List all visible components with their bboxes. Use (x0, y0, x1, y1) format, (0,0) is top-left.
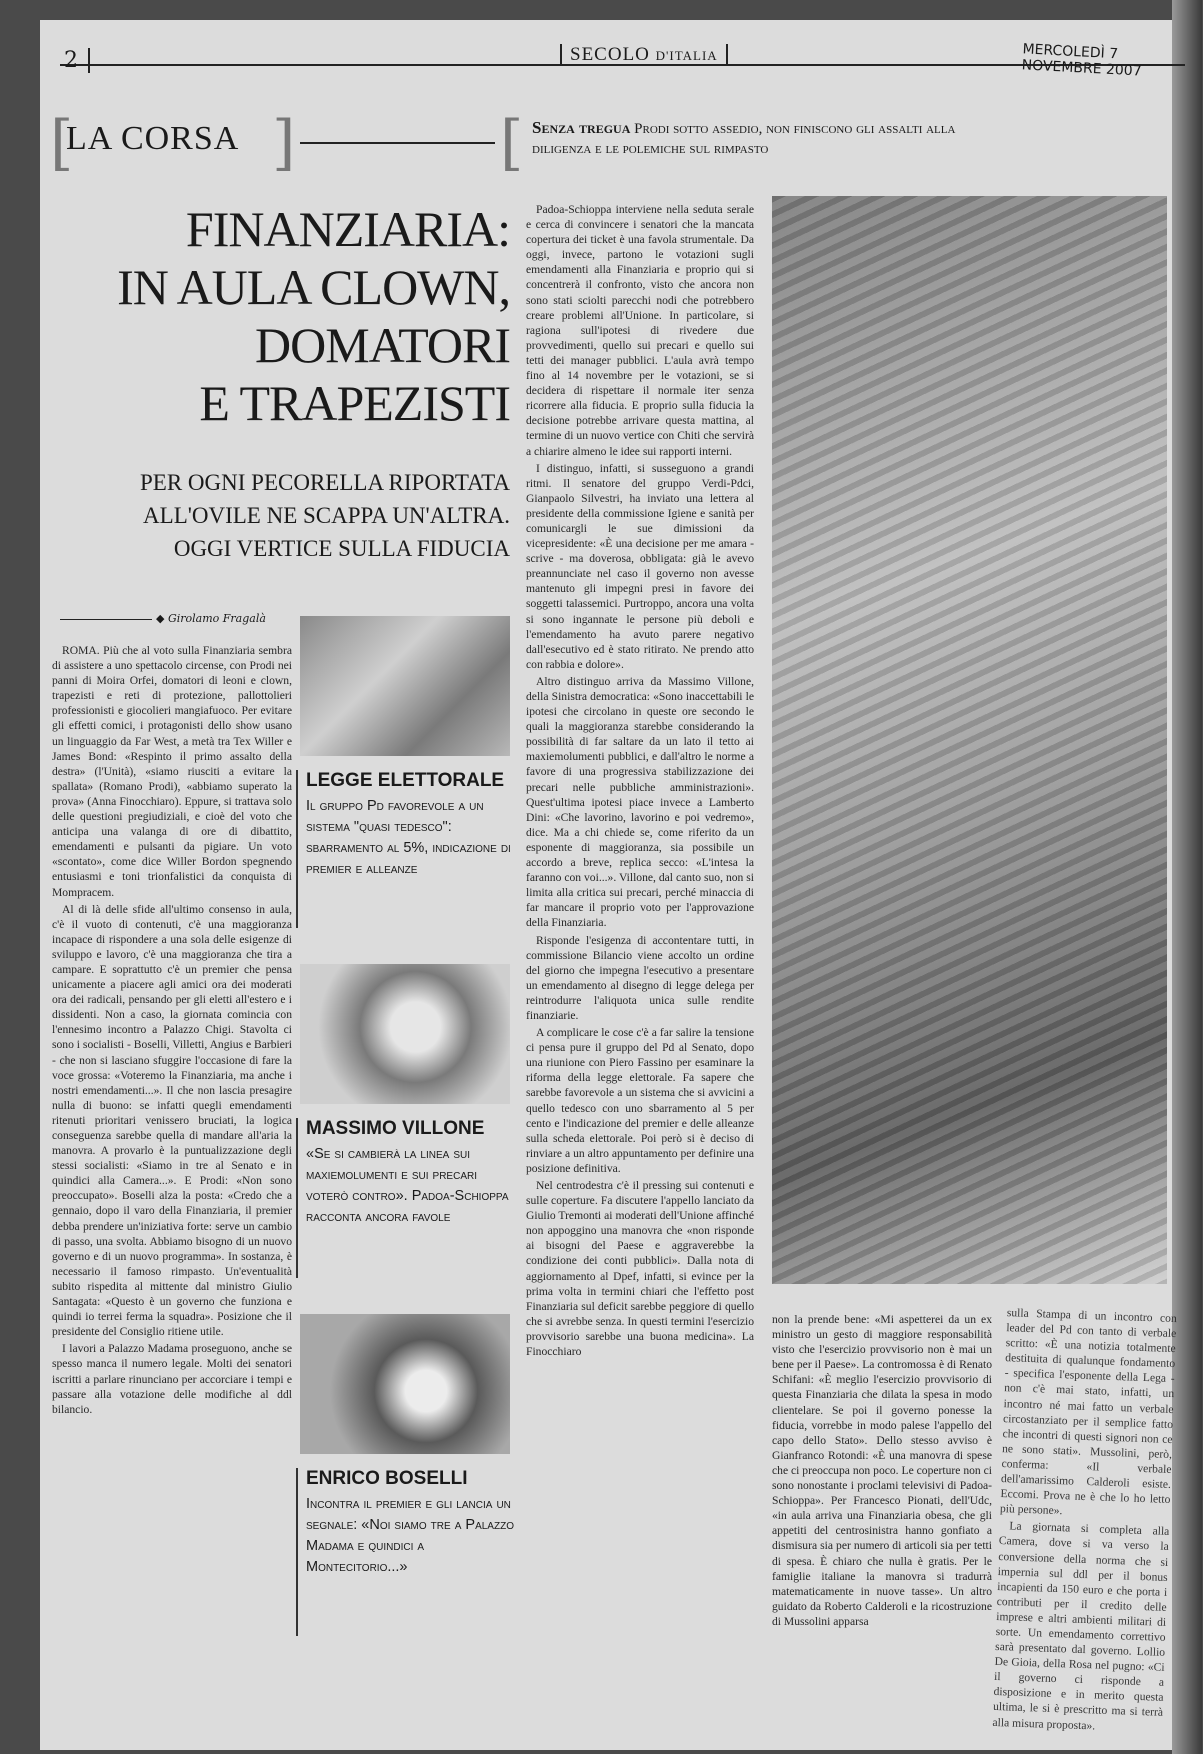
paragraph: non la prende bene: «Mi aspetterei da un ex ministro un gesto di maggiore responsabilità visto che l'esercizio provvisorio non è mai un bene per il Paese». La contromossa è di Renato Schifani: «È meglio l'esercizio provvisorio di questa Finanziaria che dilata la spesa in modo clientelare. Se poi il governo ponesse la fiducia, vorrebbe in modo palese l'appello del capo dello Stato». Dello stesso avviso è Gianfranco Rotondi: «È una manovra di spese che ci preoccupa non poco. Le coperture non ci sono nonostante i proclami televisivi di Padoa-Schioppa». Per Francesco Pionati, dell'Udc, «in aula arriva una Finanziaria obesa, che gli appetiti del centrosinistra hanno gonfiato a dismisura sia per numero di articoli sia per tetti di spesa. È chiaro che nulla è gratis. Per le famiglie italiane la manovra si tradurrà matematicamente in nuove tasse». Un altro guidato da Roberto Calderoli e la ricostruzione di Mussolini apparsa (772, 1313, 992, 1628)
subheadline (60, 466, 510, 565)
newspaper-name-suffix: D'ITALIA (655, 48, 718, 63)
article-column-3 (772, 1312, 992, 1712)
sidebar-title: LEGGE ELETTORALE (306, 770, 505, 791)
author-name: Girolamo Fragalà (167, 612, 266, 625)
tag-bracket: [ (500, 108, 524, 178)
paragraph: ROMA. Più che al voto sulla Finanziaria sembra di assistere a uno spettacolo circense, con Prodi nei panni di Moira Orfei, domatori di leoni e clown, trapezisti e reti di protezione, pallottolieri professionisti e giocolieri mangiafuoco. Per evitare gli effetti comici, i protagonisti dello show usano un linguaggio da Far West, a metà tra Tex Willer e James Bond: «Respinto il primo assalto della destra» (l'Unità), «siamo riusciti a evitare la spallata» (Romano Prodi), «abbiamo superato la prova» (Anna Finocchiaro). Eppure, si trattava solo delle questioni pregiudiziali, e cioè del voto che anticipa una valanga di ore di dibattito, emendamenti e pulsanti da pigiare. Un voto «scontato», come dice Willer Bordon spegnendo entusiasmi e toni trionfalistici da conquista di Mompracem. (52, 644, 292, 899)
article-column-4 (992, 1305, 1177, 1733)
paragraph: sulla Stampa di un incontro con leader del Pd con tanto di verbale scritto: «È una notizia totalmente destituita di qualunque fondamento - specifica l'esponente della Lega - non c'è mai stato, infatti, un incontro né mai fatto un verbale circostanziato per il semplice fatto che incontri di questi signori non ce ne sono stati». Mussolini, però, conferma: «Il verbale dell'amarissimo Calderoli esiste. Eccomi. Prova ne è che lo ho letto più persone». (999, 1306, 1177, 1518)
photo-senate-chamber (772, 196, 1167, 1284)
paragraph: I distinguo, infatti, si susseguono a grandi ritmi. Il senatore del gruppo Verdi-Pdci, Gianpaolo Silvestri, ha inviato una lettera al presidente della commissione Igiene e sanità per comunicargli le sue dimissioni da vicepresidente: «È una decisione per me amara - scrive - ma doverosa, obbligata: già le avevo preannunciate nel caso il governo non avesse mantenuto gli impegni presi in favore dei soggetti talassemici. Purtroppo, ancora una volta si sono ingannate le persone più deboli e l'emendamento ha avuto parere negativo dall'esecutivo ed è stato ritirato. Ne prendo atto con rabbia e dolore». (526, 461, 754, 671)
section-bracket-right: ] (272, 108, 296, 178)
paragraph: I lavori a Palazzo Madama proseguono, anche se spesso manca il numero legale. Molti dei senatori iscritti a parlare rinunciano per accorciare i tempi e passare alla votazione delle modifiche al ddl bilancio. (52, 1342, 292, 1416)
photo-massimo-villone (300, 964, 510, 1104)
sidebar-text: Il gruppo Pd favorevole a un sistema "quasi tedesco": sbarramento al 5%, indicazione di premier e alleanze (306, 798, 511, 877)
paragraph: Risponde l'esigenza di accontentare tutti, in commissione Bilancio viene accolto un ordine del giorno che impegna l'esecutivo a presentare un emendamento al disegno di legge delega per reintrodurre l'aliquota unica sulle rendite finanziarie. (526, 933, 754, 1022)
paragraph: Nel centrodestra c'è il pressing sui contenuti e sulle coperture. Fa discutere l'appello lanciato da Giulio Tremonti ai moderati dell'Unione affinché non appoggino una manovra che «non risponde ai bisogni del Paese e aggraverebbe la condizione dei conti pubblici». Dalla nota di aggiornamento al Dpef, infatti, si evince per la prima volta in termini chiari che l'effetto post Finanziaria sul deficit sarebbe peggiore di quello che si avrebbe senza. In questi termini l'esercizio provvisorio sarebbe una buona medicina». La Finocchiaro (526, 1179, 754, 1359)
tagline-bold: Senza tregua (532, 118, 631, 137)
photo-enrico-boselli (300, 1314, 510, 1454)
headline-line: FINANZIARIA: (185, 201, 510, 257)
paragraph: Altro distinguo arriva da Massimo Villone, della Sinistra democratica: «Sono inaccettabili le ipotesi che circolano in queste ore secondo le quali la maggioranza starebbe considerando la possibilità di far saltare da un lato il tetto ai maxiemolumenti pubblici, e dall'altro le norme a favore di una progressiva stabilizzazione dei precari nelle pubbliche amministrazioni». Quest'ultima ipotesi piace invece a Lamberto Dini: «Che lavorino, lavorino e poi vedremo», dice. Ma a chi chiede se, come riferito da un esponente di maggioranza, sia possibile un accordo a breve, replica secco: «L'intesa la faranno con voi...». Villone, dal canto suo, non si limita alla critica sui precari, perché minaccia di far mancare il proprio voto per l'approvazione della Finanziaria. (526, 674, 754, 930)
headline (60, 200, 510, 432)
sidebar-title: MASSIMO VILLONE (306, 1118, 485, 1139)
newspaper-name-main: SECOLO (570, 44, 650, 65)
headline-line: IN AULA CLOWN, (117, 259, 510, 315)
section-rule (300, 142, 495, 144)
paragraph: Al di là delle sfide all'ultimo consenso in aula, c'è il vuoto di contenuti, c'è una maggioranza incapace di rispondere a una sola delle esigenze di sviluppo e lavoro, c'è una maggioranza che tira a campare. E soprattutto c'è un premier che pensa unicamente a piacere agli amici ora dei moderati ora dei radicali, pensando per gli eletti all'estero e i dissidenti. Non a caso, la giornata comincia con l'ennesimo incontro a Palazzo Chigi. Stavolta ci sono i socialisti - Boselli, Villetti, Angius e Barbieri - che non si lasciano sfuggire l'occasione di fare la voce grossa: «Voteremo la Finanziaria, ma anche i nostri emendamenti...». Il che non lascia presagire nulla di buono: se infatti quegli emendamenti ritenuti prioritari venissero bruciati, la logica conseguenza sarebbe quella di mandare all'aria la manovra. A provarlo è la puntualizzazione degli stessi socialisti: «Siamo in tre al Senato e in quindici alla Camera...». E Prodi: «Non sono preoccupato». Boselli alza la posta: «Credo che a gennaio, dopo il varo della Finanziaria, il premier debba prendere un'iniziativa forte: serve un cambio di passo, una svolta. Abbiamo bisogno di un nuovo governo e di un nuovo programma». In sostanza, è necessario il famoso rimpasto. Un'eventualità subito rispedita al mittente dal ministro Giulio Santagata: «Questo è un governo che funziona e quindi io terrei ferma la squadra». Posizione che il presidente del Consiglio ritiene utile. (52, 902, 292, 1339)
photo-senate-desks (300, 616, 510, 756)
paragraph: La giornata si completa alla Camera, dove si va verso la conversione della norma che si impernia sul ddl per il bonus incapienti da 150 euro e che porta i contributi per il credito delle imprese e altri ambienti militari di sorte. Un emendamento correttivo sarà presentato dal governo. Lollio De Gioia, della Rosa nel pugno: «Ci il governo ci risponde a disposizione e in merito questa ultima, le si è prescritto ma si terrà alla misura proposta». (992, 1519, 1170, 1733)
paragraph: A complicare le cose c'è a far salire la tensione ci pensa pure il gruppo del Pd al Senato, dopo una riunione con Piero Fassino per esaminare la riforma della legge elettorale. Fa sapere che sarebbe favorevole a un sistema che si avvicini a quello tedesco con uno sbarramento al 5 per cento e l'indicazione del premier e delle alleanze sulla scheda elettorale. Poi però si è deciso di rinviare a un altro appuntamento per definire una posizione definitiva. (526, 1026, 754, 1175)
paragraph: Padoa-Schioppa interviene nella seduta serale e cerca di convincere i senatori che la mancata copertura dei ticket è una favola strumentale. Da oggi, invece, partono le votazioni sugli emendamenti alla Finanziaria e proprio qui si concentrerà il confronto, visto che ancora non sono stati sciolti parecchi nodi che potrebbero creare problemi all'Unione. In particolare, si ragiona sull'ipotesi di rivedere due provvedimenti, quello sui precari e quello sui tetti dei manager pubblici. L'aula avrà tempo fino al 14 novembre per le votazioni, se si decidera di rispettare il normale iter senza ricorrere alla fiducia. E proprio sulla fiducia la decisione potrebbe arrivare questa mattina, al termine di un nuovo vertice con Chiti che servirà a chiarire almeno le idee sui rapporti interni. (526, 203, 754, 458)
headline-line: DOMATORI (255, 317, 510, 373)
article-column-2 (526, 202, 754, 1712)
article-column-1 (52, 643, 292, 1715)
section-bracket-left: [ (50, 108, 74, 178)
page-binding-edge (1172, 0, 1202, 1754)
issue-date: MERCOLEDÌ 7 NOVEMBRE 2007 (1021, 41, 1142, 80)
byline: ◆ Girolamo Fragalà (60, 612, 290, 625)
byline-rule (60, 619, 152, 620)
section-tagline (532, 118, 1002, 159)
sidebar-legge-elettorale (296, 770, 520, 928)
subhead-line: ALL'OVILE NE SCAPPA UN'ALTRA. (143, 503, 510, 528)
sidebar-text: «Se si cambierà la linea sui maxiemolumenti e sui precari voterò contro». Padoa-Schioppa racconta ancora favole (306, 1146, 509, 1225)
sidebar-title: ENRICO BOSELLI (306, 1468, 468, 1489)
section-label: LA CORSA (66, 120, 240, 157)
tagline-text: Prodi sotto assedio, non finiscono gli assalti alla diligenza e le polemiche sul rimpasto (532, 121, 956, 157)
newspaper-name (560, 44, 728, 66)
headline-line: E TRAPEZISTI (199, 375, 510, 431)
sidebar-massimo-villone (296, 1118, 520, 1278)
subhead-line: OGGI VERTICE SULLA FIDUCIA (173, 536, 510, 561)
sidebar-text: Incontra il premier e gli lancia un segnale: «Noi siamo tre a Palazzo Madama e quindici a Montecitorio...» (306, 1496, 514, 1575)
sidebar-enrico-boselli (296, 1468, 520, 1636)
subhead-line: PER OGNI PECORELLA RIPORTATA (140, 470, 510, 495)
page-number: 2 (64, 48, 90, 73)
